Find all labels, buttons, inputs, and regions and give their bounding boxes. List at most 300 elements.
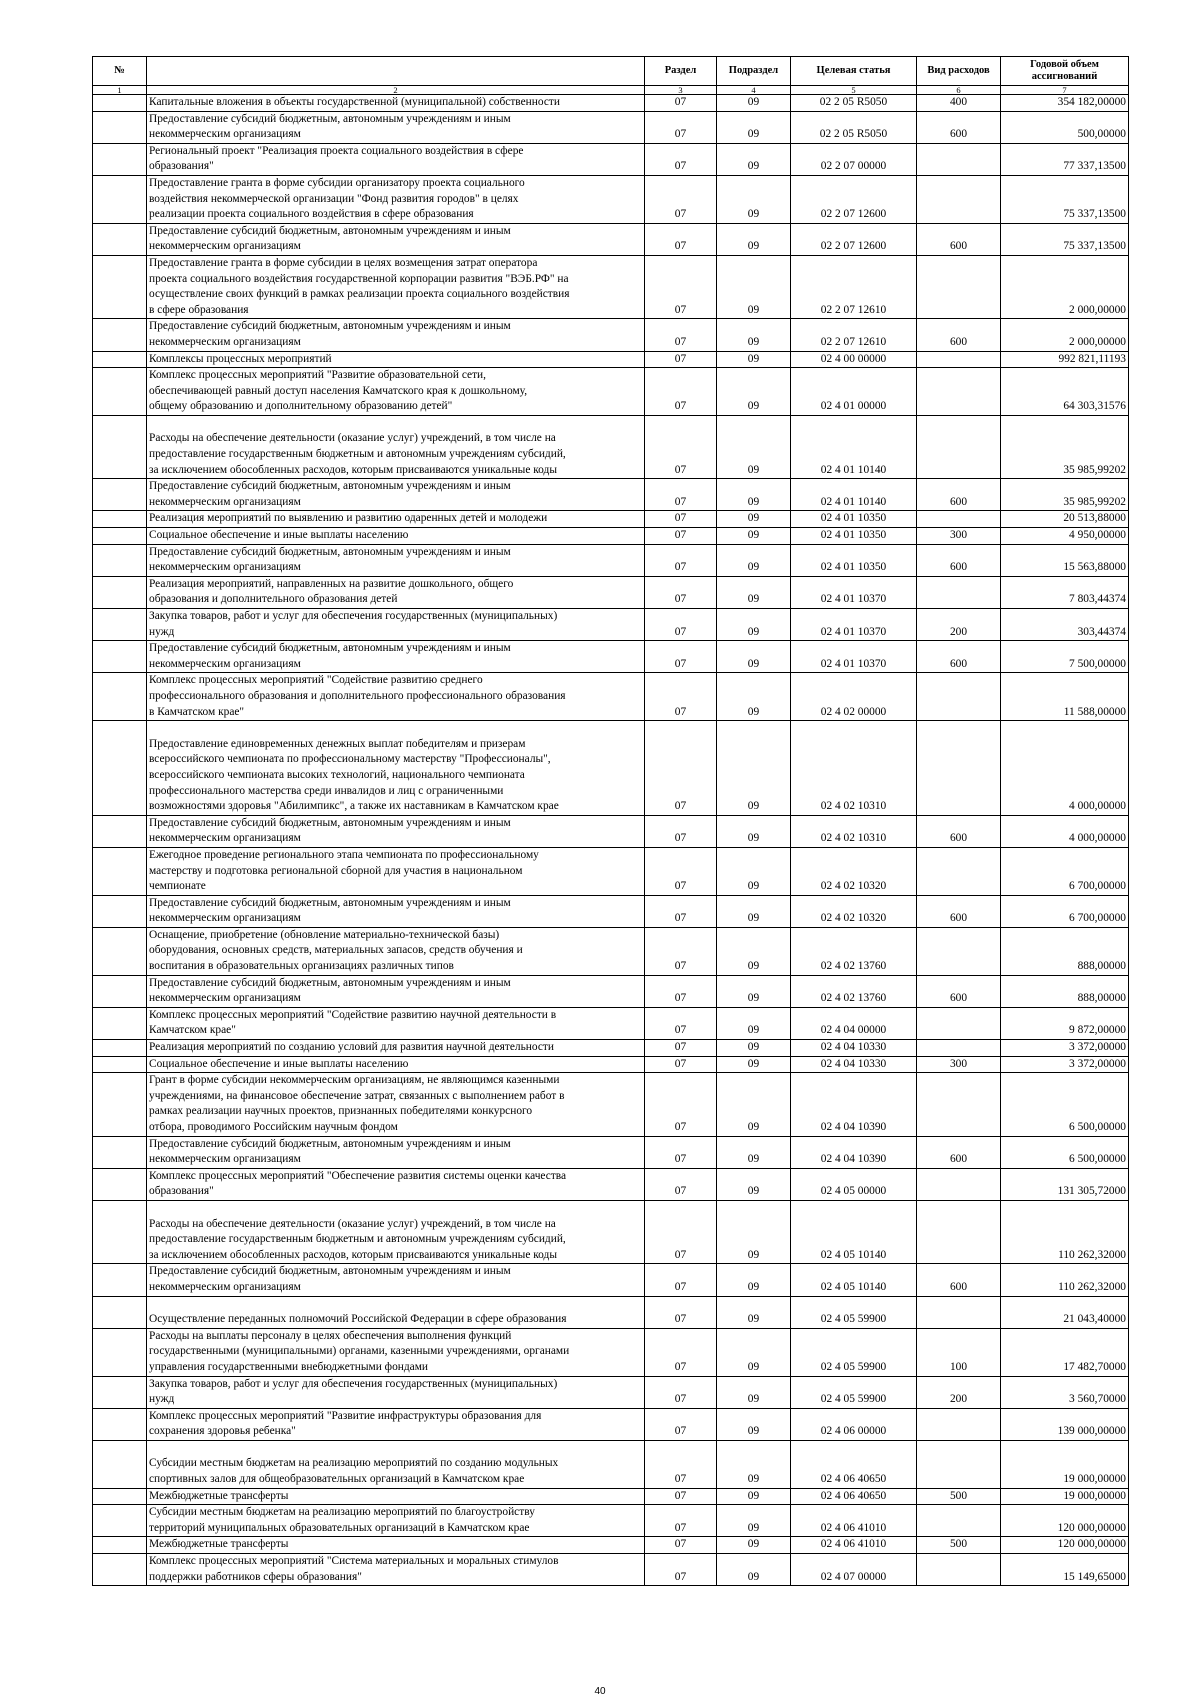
cell-name (147, 927, 645, 975)
table-row (93, 927, 1129, 975)
header-obem: Годовой объем ассигнований (1001, 57, 1129, 86)
cell-podrazdel: 09 (717, 1056, 791, 1073)
cell-name (147, 223, 645, 255)
cell-statya: 02 4 02 10310 (791, 721, 917, 816)
table-body (93, 95, 1129, 1586)
cell-amount: 992 821,11193 (1001, 351, 1129, 368)
cell-name (147, 847, 645, 895)
column-number: 4 (717, 86, 791, 95)
cell-num (93, 1264, 147, 1296)
cell-name (147, 1488, 645, 1505)
cell-amount: 3 560,70000 (1001, 1376, 1129, 1408)
cell-name-line: профессионального образования и дополнительного профессионального образования (149, 689, 566, 702)
cell-razdel: 07 (645, 1056, 717, 1073)
cell-razdel: 07 (645, 368, 717, 416)
table-row (93, 1040, 1129, 1057)
cell-amount: 120 000,00000 (1001, 1505, 1129, 1537)
cell-amount: 35 985,99202 (1001, 415, 1129, 478)
cell-name (147, 1136, 645, 1168)
cell-num (93, 847, 147, 895)
cell-vid (917, 175, 1001, 223)
cell-razdel: 07 (645, 673, 717, 721)
cell-podrazdel: 09 (717, 1073, 791, 1136)
cell-num (93, 255, 147, 318)
cell-podrazdel: 09 (717, 143, 791, 175)
cell-name-line: чемпионате (149, 880, 206, 893)
cell-vid (917, 576, 1001, 608)
table-row (93, 415, 1129, 478)
column-number: 5 (791, 86, 917, 95)
cell-razdel: 07 (645, 1296, 717, 1328)
cell-razdel: 07 (645, 1264, 717, 1296)
cell-statya: 02 4 05 59900 (791, 1328, 917, 1376)
cell-vid (917, 1440, 1001, 1488)
cell-amount: 4 000,00000 (1001, 721, 1129, 816)
cell-vid: 200 (917, 1376, 1001, 1408)
cell-name-line: возможностями здоровья "Абилимпикс", а также их наставникам в Камчатском крае (149, 800, 559, 813)
cell-name-line: рамках реализации научных проектов, признанных победителями конкурсного (149, 1105, 533, 1118)
table-row (93, 223, 1129, 255)
cell-podrazdel: 09 (717, 223, 791, 255)
cell-name-line: Реализация мероприятий по выявлению и развитию одаренных детей и молодежи (149, 512, 548, 525)
cell-name (147, 1537, 645, 1554)
cell-statya: 02 4 05 10140 (791, 1264, 917, 1296)
cell-razdel: 07 (645, 544, 717, 576)
cell-num (93, 223, 147, 255)
cell-vid: 300 (917, 528, 1001, 545)
cell-name (147, 721, 645, 816)
cell-podrazdel: 09 (717, 1537, 791, 1554)
cell-name (147, 1073, 645, 1136)
cell-podrazdel: 09 (717, 1264, 791, 1296)
cell-name-line: образования" (149, 160, 214, 173)
cell-name-line: Оснащение, приобретение (обновление материально-технической базы) (149, 928, 500, 941)
cell-podrazdel: 09 (717, 544, 791, 576)
cell-name (147, 1328, 645, 1376)
cell-name-line: общему образованию и дополнительному образованию детей" (149, 400, 453, 413)
cell-name (147, 255, 645, 318)
cell-num (93, 415, 147, 478)
cell-razdel: 07 (645, 223, 717, 255)
cell-vid: 100 (917, 1328, 1001, 1376)
cell-num (93, 815, 147, 847)
cell-name-line: всероссийского чемпионата высоких технологий, национального чемпионата (149, 768, 525, 781)
cell-name-line: Комплекс процессных мероприятий "Развитие инфраструктуры образования для (149, 1409, 542, 1422)
cell-podrazdel: 09 (717, 927, 791, 975)
cell-vid: 500 (917, 1537, 1001, 1554)
cell-amount: 11 588,00000 (1001, 673, 1129, 721)
cell-name-line: осуществление своих функций в рамках реализации проекта социального воздействия (149, 288, 570, 301)
cell-vid (917, 368, 1001, 416)
cell-name-line: Камчатском крае" (149, 1024, 236, 1037)
cell-vid (917, 511, 1001, 528)
cell-razdel: 07 (645, 95, 717, 112)
cell-razdel: 07 (645, 815, 717, 847)
cell-razdel: 07 (645, 1200, 717, 1263)
cell-num (93, 673, 147, 721)
cell-statya: 02 4 05 10140 (791, 1200, 917, 1263)
column-number: 3 (645, 86, 717, 95)
cell-vid: 600 (917, 1136, 1001, 1168)
cell-amount: 21 043,40000 (1001, 1296, 1129, 1328)
cell-name-line: Расходы на обеспечение деятельности (оказание услуг) учреждений, в том числе на (149, 432, 556, 445)
table-row (93, 95, 1129, 112)
cell-num (93, 1328, 147, 1376)
cell-amount: 888,00000 (1001, 975, 1129, 1007)
cell-razdel: 07 (645, 895, 717, 927)
cell-name-line: образования" (149, 1185, 214, 1198)
cell-name-line: Субсидии местным бюджетам на реализацию мероприятий по благоустройству (149, 1506, 535, 1519)
cell-name (147, 1007, 645, 1039)
cell-razdel: 07 (645, 641, 717, 673)
cell-name-line: Комплекс процессных мероприятий "Обеспечение развития системы оценки качества (149, 1169, 567, 1182)
cell-podrazdel: 09 (717, 479, 791, 511)
cell-name-line: Комплекс процессных мероприятий "Содействие развитию среднего (149, 674, 483, 687)
cell-razdel: 07 (645, 1040, 717, 1057)
cell-num (93, 111, 147, 143)
cell-num (93, 368, 147, 416)
cell-razdel: 07 (645, 111, 717, 143)
cell-podrazdel: 09 (717, 1376, 791, 1408)
cell-name (147, 815, 645, 847)
cell-podrazdel: 09 (717, 1168, 791, 1200)
table-row (93, 1505, 1129, 1537)
cell-razdel: 07 (645, 319, 717, 351)
cell-vid (917, 415, 1001, 478)
cell-vid: 600 (917, 111, 1001, 143)
cell-num (93, 576, 147, 608)
table-row (93, 847, 1129, 895)
cell-name-line: в Камчатском крае" (149, 705, 245, 718)
cell-name-line: Предоставление гранта в форме субсидии организатору проекта социального (149, 176, 525, 189)
cell-name (147, 673, 645, 721)
cell-amount: 19 000,00000 (1001, 1440, 1129, 1488)
cell-amount: 4 950,00000 (1001, 528, 1129, 545)
cell-num (93, 1554, 147, 1586)
cell-statya: 02 4 05 59900 (791, 1296, 917, 1328)
table-row (93, 721, 1129, 816)
cell-name-line: некоммерческим организациям (149, 1153, 301, 1166)
table-row (93, 1007, 1129, 1039)
cell-amount: 7 500,00000 (1001, 641, 1129, 673)
cell-name (147, 319, 645, 351)
cell-podrazdel: 09 (717, 815, 791, 847)
cell-name (147, 641, 645, 673)
cell-num (93, 175, 147, 223)
cell-amount: 3 372,00000 (1001, 1040, 1129, 1057)
table-row (93, 319, 1129, 351)
cell-name-line: Предоставление субсидий бюджетным, автономным учреждениям и иным (149, 112, 511, 125)
cell-podrazdel: 09 (717, 319, 791, 351)
cell-podrazdel: 09 (717, 1408, 791, 1440)
cell-num (93, 1505, 147, 1537)
cell-amount: 75 337,13500 (1001, 223, 1129, 255)
cell-num (93, 351, 147, 368)
cell-vid: 600 (917, 223, 1001, 255)
cell-name-line: государственными (муниципальными) органами, казенными учреждениями, органами (149, 1345, 570, 1358)
cell-podrazdel: 09 (717, 641, 791, 673)
cell-statya: 02 4 01 10350 (791, 544, 917, 576)
cell-name-line: профессионального мастерства среди инвалидов и лиц с ограниченными (149, 784, 504, 797)
cell-name-line: реализации проекта социального воздействия в сфере образования (149, 208, 474, 221)
cell-name-line: Предоставление субсидий бюджетным, автономным учреждениям и иным (149, 642, 511, 655)
cell-name-line: предоставление государственным бюджетным и автономным учреждениям субсидий, (149, 448, 566, 461)
cell-vid: 600 (917, 1264, 1001, 1296)
cell-amount: 77 337,13500 (1001, 143, 1129, 175)
cell-podrazdel: 09 (717, 175, 791, 223)
cell-amount: 19 000,00000 (1001, 1488, 1129, 1505)
cell-statya: 02 4 01 10140 (791, 479, 917, 511)
cell-amount: 17 482,70000 (1001, 1328, 1129, 1376)
cell-name (147, 111, 645, 143)
cell-name-line: управления государственными внебюджетными фондами (149, 1360, 429, 1373)
cell-amount: 35 985,99202 (1001, 479, 1129, 511)
cell-name-line: некоммерческим организациям (149, 128, 301, 141)
cell-num (93, 609, 147, 641)
cell-num (93, 1296, 147, 1328)
table-row (93, 641, 1129, 673)
cell-razdel: 07 (645, 351, 717, 368)
cell-name-line: учреждениями, на финансовое обеспечение затрат, связанных с выполнением работ в (149, 1089, 565, 1102)
cell-statya: 02 2 07 12600 (791, 223, 917, 255)
cell-name-line (149, 721, 642, 737)
cell-name-line: Субсидии местным бюджетам на реализацию мероприятий по созданию модульных (149, 1457, 559, 1470)
header-name (147, 57, 645, 86)
cell-name (147, 511, 645, 528)
cell-name-line: за исключением обособленных расходов, которым присваиваются уникальные коды (149, 463, 558, 476)
cell-statya: 02 2 05 R5050 (791, 111, 917, 143)
table-row (93, 1328, 1129, 1376)
cell-razdel: 07 (645, 1505, 717, 1537)
cell-vid (917, 1040, 1001, 1057)
cell-name-line: Расходы на выплаты персоналу в целях обеспечения выполнения функций (149, 1329, 512, 1342)
cell-razdel: 07 (645, 847, 717, 895)
cell-razdel: 07 (645, 1408, 717, 1440)
cell-razdel: 07 (645, 415, 717, 478)
cell-num (93, 319, 147, 351)
cell-name-line: Предоставление гранта в форме субсидии в целях возмещения затрат оператора (149, 256, 538, 269)
cell-podrazdel: 09 (717, 511, 791, 528)
header-statya: Целевая статья (791, 57, 917, 86)
cell-razdel: 07 (645, 1488, 717, 1505)
cell-podrazdel: 09 (717, 1200, 791, 1263)
cell-podrazdel: 09 (717, 895, 791, 927)
cell-statya: 02 4 01 10350 (791, 511, 917, 528)
cell-name (147, 975, 645, 1007)
cell-num (93, 1056, 147, 1073)
table-row (93, 528, 1129, 545)
cell-podrazdel: 09 (717, 1440, 791, 1488)
cell-razdel: 07 (645, 479, 717, 511)
cell-name-line: Комплексы процессных мероприятий (149, 352, 332, 365)
table-row (93, 673, 1129, 721)
header-num: № (93, 57, 147, 86)
cell-name-line: Закупка товаров, работ и услуг для обеспечения государственных (муниципальных) (149, 610, 558, 622)
cell-name-line: Предоставление субсидий бюджетным, автономным учреждениям и иным (149, 1137, 511, 1150)
cell-num (93, 1440, 147, 1488)
cell-amount: 110 262,32000 (1001, 1264, 1129, 1296)
cell-statya: 02 4 01 00000 (791, 368, 917, 416)
table-row (93, 1296, 1129, 1328)
cell-statya: 02 4 04 10390 (791, 1073, 917, 1136)
cell-name-line (149, 1297, 642, 1313)
table-row (93, 1554, 1129, 1586)
table-row (93, 1376, 1129, 1408)
cell-amount: 6 700,00000 (1001, 895, 1129, 927)
table-row (93, 1073, 1129, 1136)
cell-name-line: сохранения здоровья ребенка" (149, 1425, 296, 1438)
table-row (93, 255, 1129, 318)
cell-name-line (149, 1441, 642, 1457)
cell-name-line: Предоставление субсидий бюджетным, автономным учреждениям и иным (149, 816, 511, 829)
cell-statya: 02 4 06 40650 (791, 1440, 917, 1488)
cell-num (93, 1408, 147, 1440)
cell-razdel: 07 (645, 927, 717, 975)
cell-statya: 02 4 05 59900 (791, 1376, 917, 1408)
cell-name-line: некоммерческим организациям (149, 832, 301, 845)
cell-num (93, 544, 147, 576)
cell-vid (917, 255, 1001, 318)
cell-name-line: Закупка товаров, работ и услуг для обеспечения государственных (муниципальных) (149, 1377, 558, 1390)
cell-name (147, 1056, 645, 1073)
cell-vid: 400 (917, 95, 1001, 112)
cell-num (93, 1136, 147, 1168)
cell-name (147, 576, 645, 608)
table-row (93, 479, 1129, 511)
cell-name-line: Предоставление субсидий бюджетным, автономным учреждениям и иным (149, 1265, 511, 1278)
cell-amount: 131 305,72000 (1001, 1168, 1129, 1200)
table-row (93, 895, 1129, 927)
cell-statya: 02 4 01 10370 (791, 576, 917, 608)
budget-table (92, 56, 1129, 1586)
cell-statya: 02 4 04 10390 (791, 1136, 917, 1168)
cell-name-line: Предоставление субсидий бюджетным, автономным учреждениям и иным (149, 976, 511, 989)
cell-name-line: Реализация мероприятий по созданию условий для развития научной деятельности (149, 1041, 554, 1054)
cell-statya: 02 4 04 10330 (791, 1056, 917, 1073)
cell-podrazdel: 09 (717, 847, 791, 895)
cell-statya: 02 4 02 10320 (791, 895, 917, 927)
cell-amount: 15 563,88000 (1001, 544, 1129, 576)
cell-statya: 02 4 02 00000 (791, 673, 917, 721)
cell-statya: 02 4 06 41010 (791, 1505, 917, 1537)
cell-num (93, 511, 147, 528)
cell-razdel: 07 (645, 528, 717, 545)
cell-statya: 02 4 07 00000 (791, 1554, 917, 1586)
cell-statya: 02 4 05 00000 (791, 1168, 917, 1200)
cell-razdel: 07 (645, 609, 717, 641)
cell-vid (917, 1554, 1001, 1586)
cell-statya: 02 4 01 10370 (791, 609, 917, 641)
cell-amount: 6 700,00000 (1001, 847, 1129, 895)
cell-num (93, 927, 147, 975)
cell-razdel: 07 (645, 143, 717, 175)
cell-amount: 20 513,88000 (1001, 511, 1129, 528)
table-row (93, 1408, 1129, 1440)
cell-vid: 600 (917, 319, 1001, 351)
cell-name-line: Предоставление субсидий бюджетным, автономным учреждениям и иным (149, 545, 511, 558)
table-row (93, 143, 1129, 175)
cell-name (147, 415, 645, 478)
cell-statya: 02 4 06 40650 (791, 1488, 917, 1505)
cell-statya: 02 2 07 12600 (791, 175, 917, 223)
cell-num (93, 1007, 147, 1039)
table-row (93, 1537, 1129, 1554)
cell-razdel: 07 (645, 576, 717, 608)
cell-num (93, 1073, 147, 1136)
table-row (93, 1168, 1129, 1200)
cell-statya: 02 4 06 00000 (791, 1408, 917, 1440)
cell-podrazdel: 09 (717, 1505, 791, 1537)
cell-num (93, 143, 147, 175)
cell-name-line: всероссийского чемпионата по профессиональному мастерству "Профессионалы", (149, 753, 551, 766)
cell-name-line: некоммерческим организациям (149, 561, 301, 574)
cell-statya: 02 2 05 R5050 (791, 95, 917, 112)
cell-amount: 888,00000 (1001, 927, 1129, 975)
cell-name-line: некоммерческим организациям (149, 657, 301, 670)
header-razdel: Раздел (645, 57, 717, 86)
cell-statya: 02 4 02 13760 (791, 975, 917, 1007)
cell-num (93, 721, 147, 816)
table-row (93, 111, 1129, 143)
cell-amount: 6 500,00000 (1001, 1136, 1129, 1168)
cell-podrazdel: 09 (717, 95, 791, 112)
cell-podrazdel: 09 (717, 368, 791, 416)
column-number: 2 (147, 86, 645, 95)
cell-amount: 6 500,00000 (1001, 1073, 1129, 1136)
cell-name-line: Расходы на обеспечение деятельности (оказание услуг) учреждений, в том числе на (149, 1217, 556, 1230)
cell-num (93, 95, 147, 112)
cell-vid (917, 1073, 1001, 1136)
table-row (93, 544, 1129, 576)
cell-name-line: Социальное обеспечение и иные выплаты населению (149, 529, 409, 542)
cell-podrazdel: 09 (717, 576, 791, 608)
cell-podrazdel: 09 (717, 673, 791, 721)
cell-amount: 120 000,00000 (1001, 1537, 1129, 1554)
cell-name-line: спортивных залов для общеобразовательных организаций в Камчатском крае (149, 1473, 525, 1486)
cell-statya: 02 4 01 10140 (791, 415, 917, 478)
cell-vid: 500 (917, 1488, 1001, 1505)
cell-name-line: некоммерческим организациям (149, 495, 301, 508)
cell-name (147, 95, 645, 112)
column-numbers-row (93, 86, 1129, 95)
budget-sheet (92, 56, 1128, 1586)
cell-num (93, 1537, 147, 1554)
cell-name-line: некоммерческим организациям (149, 992, 301, 1005)
cell-amount: 354 182,00000 (1001, 95, 1129, 112)
cell-name-line: предоставление государственным бюджетным и автономным учреждениям субсидий, (149, 1233, 566, 1246)
cell-name (147, 1264, 645, 1296)
cell-podrazdel: 09 (717, 1136, 791, 1168)
cell-amount: 64 303,31576 (1001, 368, 1129, 416)
cell-name-line (149, 416, 642, 432)
cell-name (147, 1200, 645, 1263)
cell-statya: 02 4 04 10330 (791, 1040, 917, 1057)
cell-name-line: за исключением обособленных расходов, которым присваиваются уникальные коды (149, 1248, 558, 1261)
column-number: 7 (1001, 86, 1129, 95)
cell-podrazdel: 09 (717, 111, 791, 143)
cell-name-line: в сфере образования (149, 303, 249, 316)
table-row (93, 1264, 1129, 1296)
cell-num (93, 1040, 147, 1057)
cell-name (147, 479, 645, 511)
cell-name (147, 1505, 645, 1537)
cell-podrazdel: 09 (717, 1296, 791, 1328)
cell-statya: 02 4 02 10310 (791, 815, 917, 847)
cell-statya: 02 4 01 10370 (791, 641, 917, 673)
cell-podrazdel: 09 (717, 415, 791, 478)
cell-name-line: Ежегодное проведение регионального этапа чемпионата по профессиональному (149, 848, 539, 861)
cell-vid (917, 351, 1001, 368)
